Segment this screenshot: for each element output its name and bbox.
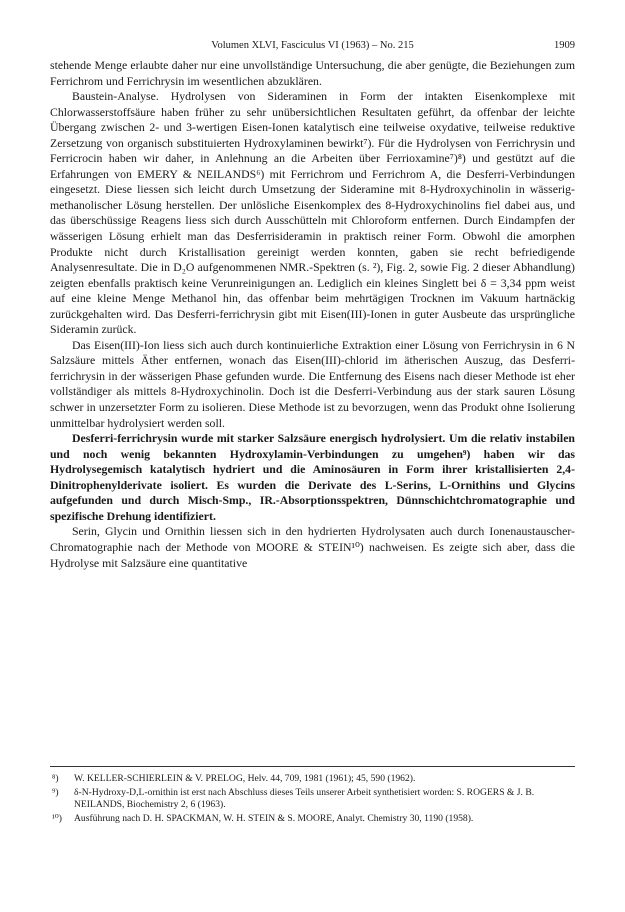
page-number: 1909 bbox=[554, 40, 575, 51]
paragraph-baustein-analyse: Baustein-Analyse. Hydrolysen von Sideraminen in Form der intakten Eisenkomplexe mit Chlorwasserstoffsäure haben früher zu sehr unübersichtlichen Resultaten geführt, da offenbar der leichte Übergang zwischen 2- und 3-wertigen Eisen-Ionen katalytisch eine teilweise oxydative, teilweise reduktive Zersetzung von organisch substituierten Hydroxylaminen bewirkt⁷). Für die Hydrolysen von Ferrichrysin und Ferricrocin haben wir daher, in Anlehnung an die Arbeiten über Ferrioxamine⁷)⁸) und gestützt auf die Erfahrungen von EMERY & NEILANDS⁶) mit Ferrichrom und Ferrichrom A, die Desferri-Verbindungen eingesetzt. Diese liessen sich leicht durch Umsetzung der Sideramine mit 8-Hydroxychinolin in wässerig-methanolischer Lösung herstellen. Der unlösliche Eisenkomplex des 8-Hydroxychinolins fiel dabei aus, und das überschüssige Reagens liess sich durch Ausschütteln mit Chloroform entfernen. Durch Eindampfen der wässerigen Lösung erhielt man das Desferrisideramin in praktisch reiner Form. Obwohl die amorphen Produkte nicht durch Kristallisation gereinigt werden konnten, gaben sie recht befriedigende Analysenresultate. Die in D₂O aufgenommenen NMR.-Spektren (s. ²), Fig. 2, sowie Fig. 2 dieser Abhandlung) zeigten ebenfalls praktisch keine Verunreinigungen an. Lediglich ein kleines Singlett bei δ = 3,34 ppm weist auf eine kleine Menge Methanol hin, das offenbar beim mehrtägigen Trocknen im Vakuum hartnäckig zurückgehalten wird. Das Desferri-ferrichrysin gibt mit Eisen(III)-Ionen in guter Ausbeute das ursprüngliche Sideramin zurück. bbox=[50, 89, 575, 337]
paragraph-ion-exchange: Serin, Glycin und Ornithin liessen sich in den hydrierten Hydrolysaten auch durch Ionenaustauscher-Chromatographie nach der Methode von MOORE & STEIN¹⁰) nachweisen. Es zeigte sich aber, dass die Hydrolyse mit Salzsäure eine quantitative bbox=[50, 524, 575, 570]
footnote-9 bbox=[50, 787, 575, 812]
paragraph-extraction: Das Eisen(III)-Ion liess sich auch durch kontinuierliche Extraktion einer Lösung von Ferrichrysin in 6 N Salzsäure mittels Äther entfernen, wonach das Eisen(III)-chlorid im ätherischen Auszug, das Desferri-ferrichrysin in der wässerigen Phase gefunden wurde. Die Entfernung des Eisens nach dieser Methode ist eher vollständiger als mittels 8-Hydroxychinolin. Doch ist die Desferri-Verbindung aus der stark sauren Lösung schwer in unzersetzter Form zu isolieren. Diese Methode ist zu bevorzugen, wenn das Produkt ohne Isolierung unmittelbar hydrolysiert werden soll. bbox=[50, 337, 575, 430]
footnote-text: δ-N-Hydroxy-D,L-ornithin ist erst nach Abschluss dieses Teils unserer Arbeit synthetisiert worden: S. ROGERS & J. B. NEILANDS, Biochemistry 2, 6 (1963). bbox=[74, 786, 535, 810]
footnote-mark: ¹⁰) bbox=[52, 812, 62, 824]
running-title: Volumen XLVI, Fasciculus VI (1963) – No. 215 bbox=[211, 40, 414, 51]
footnote-mark: ⁸) bbox=[52, 773, 59, 784]
footnote-text: Ausführung nach D. H. SPACKMAN, W. H. STEIN & S. MOORE, Analyt. Chemistry 30, 1190 (1958). bbox=[74, 812, 474, 824]
footnotes bbox=[50, 766, 575, 826]
footnote-10 bbox=[50, 813, 575, 826]
running-head bbox=[50, 38, 575, 54]
body-text bbox=[50, 58, 575, 571]
paragraph-hydrolysis: Desferri-ferrichrysin wurde mit starker Salzsäure energisch hydrolysiert. Um die relativ instabilen und noch wenig bekannten Hydroxylamin-Verbindungen zu umgehen⁹) haben wir das Hydrolysegemisch katalytisch hydriert und die Aminosäuren in Form ihrer kristallisierten 2,4-Dinitrophenylderivate isoliert. Es wurden die Derivate des L-Serins, L-Ornithins und Glycins aufgefunden und durch Misch-Smp., IR.-Absorptionsspektren, Dünnschichtchromatographie und spezifische Drehung identifiziert. bbox=[50, 431, 575, 523]
footnote-8 bbox=[50, 773, 575, 786]
footnote-mark: ⁹) bbox=[52, 786, 59, 798]
paragraph-continuation: stehende Menge erlaubte daher nur eine unvollständige Untersuchung, die aber genügte, die Beziehungen zum Ferrichrom und Ferrichrysin im wesentlichen abzuklären. bbox=[50, 58, 575, 88]
footnote-text: W. KELLER-SCHIERLEIN & V. PRELOG, Helv. 44, 709, 1981 (1961); 45, 590 (1962). bbox=[74, 773, 416, 784]
